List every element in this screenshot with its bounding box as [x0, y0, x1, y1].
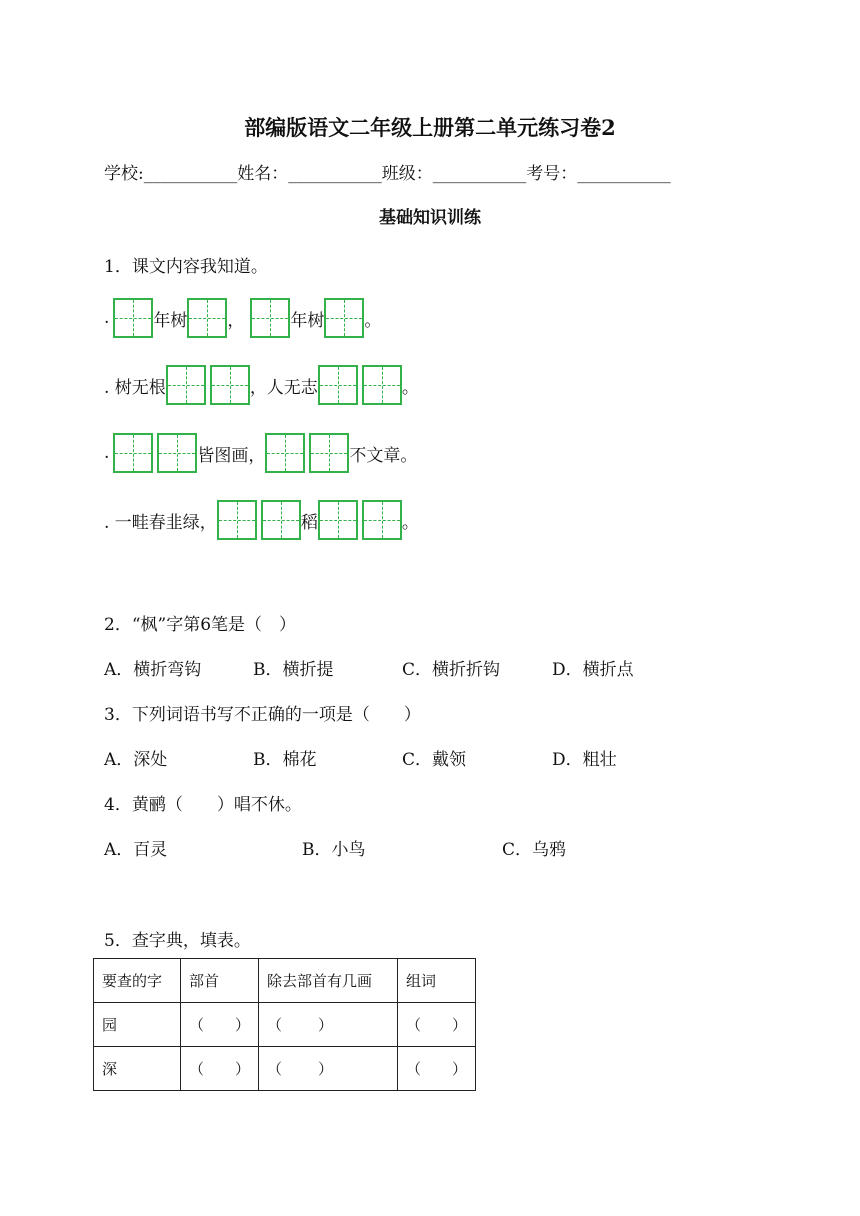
q3-option-c[interactable]: C．戴领 — [402, 750, 467, 770]
line-text: 稻 — [300, 512, 318, 533]
q4-option-b[interactable]: B．小鸟 — [302, 840, 366, 860]
line-lead: . — [104, 443, 110, 463]
answer-cell-strokes[interactable]: （ ） — [259, 1047, 398, 1091]
line-text: 年树 — [290, 310, 325, 331]
q1-line-1 — [104, 296, 381, 340]
writing-grid-box[interactable] — [250, 298, 290, 338]
writing-grid-box[interactable] — [318, 500, 358, 540]
writing-grid-box[interactable] — [187, 298, 227, 338]
question-4-prompt: 4．黄鹂（ ）唱不休。 — [104, 795, 302, 815]
answer-cell-word[interactable]: （ ） — [398, 1003, 476, 1047]
writing-grid-box[interactable] — [265, 433, 305, 473]
question-3-prompt: 3．下列词语书写不正确的一项是（ ） — [104, 705, 421, 725]
question-5-prompt: 5．查字典，填表。 — [104, 931, 251, 951]
q2-option-c[interactable]: C．横折折钩 — [402, 660, 501, 680]
dictionary-table — [93, 958, 476, 1091]
q1-line-2 — [104, 363, 419, 407]
writing-grid-box[interactable] — [217, 500, 257, 540]
q4-option-a[interactable]: A．百灵 — [104, 840, 168, 860]
q4-option-c[interactable]: C．乌鸦 — [502, 840, 567, 860]
line-lead: . 树无根 — [104, 377, 166, 398]
question-1-prompt: 1．课文内容我知道。 — [104, 257, 268, 277]
line-text: 。 — [401, 377, 419, 398]
q1-line-3 — [104, 431, 417, 475]
q3-option-d[interactable]: D．粗壮 — [552, 750, 617, 770]
line-text: 年树 — [153, 310, 188, 331]
table-cell-char: 园 — [94, 1003, 181, 1047]
table-header-row — [94, 959, 476, 1003]
line-text: ，人无志 — [249, 377, 318, 398]
answer-cell-radical[interactable]: （ ） — [181, 1047, 259, 1091]
line-lead: . — [104, 308, 110, 328]
table-row — [94, 1003, 476, 1047]
writing-grid-box[interactable] — [166, 365, 206, 405]
table-cell-char: 深 — [94, 1047, 181, 1091]
page-title: 部编版语文二年级上册第二单元练习卷2 — [244, 115, 616, 140]
line-text: ， — [227, 310, 245, 331]
q1-line-4 — [104, 498, 419, 542]
answer-cell-radical[interactable]: （ ） — [181, 1003, 259, 1047]
table-header-cell: 部首 — [181, 959, 259, 1003]
section-title: 基础知识训练 — [379, 208, 481, 228]
q3-option-b[interactable]: B．棉花 — [253, 750, 317, 770]
writing-grid-box[interactable] — [210, 365, 250, 405]
line-text: 皆图画， — [197, 445, 266, 466]
line-lead: . 一畦春韭绿， — [104, 512, 217, 533]
table-header-cell: 要查的字 — [94, 959, 181, 1003]
writing-grid-box[interactable] — [157, 433, 197, 473]
line-text: 不文章。 — [349, 445, 418, 466]
table-header-cell: 除去部首有几画 — [259, 959, 398, 1003]
line-text: 。 — [364, 310, 382, 331]
q3-option-a[interactable]: A．深处 — [104, 750, 168, 770]
table-row — [94, 1047, 476, 1091]
writing-grid-box[interactable] — [324, 298, 364, 338]
writing-grid-box[interactable] — [113, 433, 153, 473]
student-info-line: 学校:___________姓名：___________班级：___________考号：___________ — [104, 164, 671, 184]
writing-grid-box[interactable] — [113, 298, 153, 338]
writing-grid-box[interactable] — [309, 433, 349, 473]
q2-option-d[interactable]: D．横折点 — [552, 660, 634, 680]
writing-grid-box[interactable] — [362, 365, 402, 405]
q2-option-b[interactable]: B．横折提 — [253, 660, 334, 680]
question-2-prompt: 2．“枫”字第6笔是（ ） — [104, 615, 297, 635]
answer-cell-word[interactable]: （ ） — [398, 1047, 476, 1091]
line-text: 。 — [401, 512, 419, 533]
writing-grid-box[interactable] — [318, 365, 358, 405]
answer-cell-strokes[interactable]: （ ） — [259, 1003, 398, 1047]
table-header-cell: 组词 — [398, 959, 476, 1003]
writing-grid-box[interactable] — [362, 500, 402, 540]
q2-option-a[interactable]: A．横折弯钩 — [104, 660, 202, 680]
writing-grid-box[interactable] — [261, 500, 301, 540]
